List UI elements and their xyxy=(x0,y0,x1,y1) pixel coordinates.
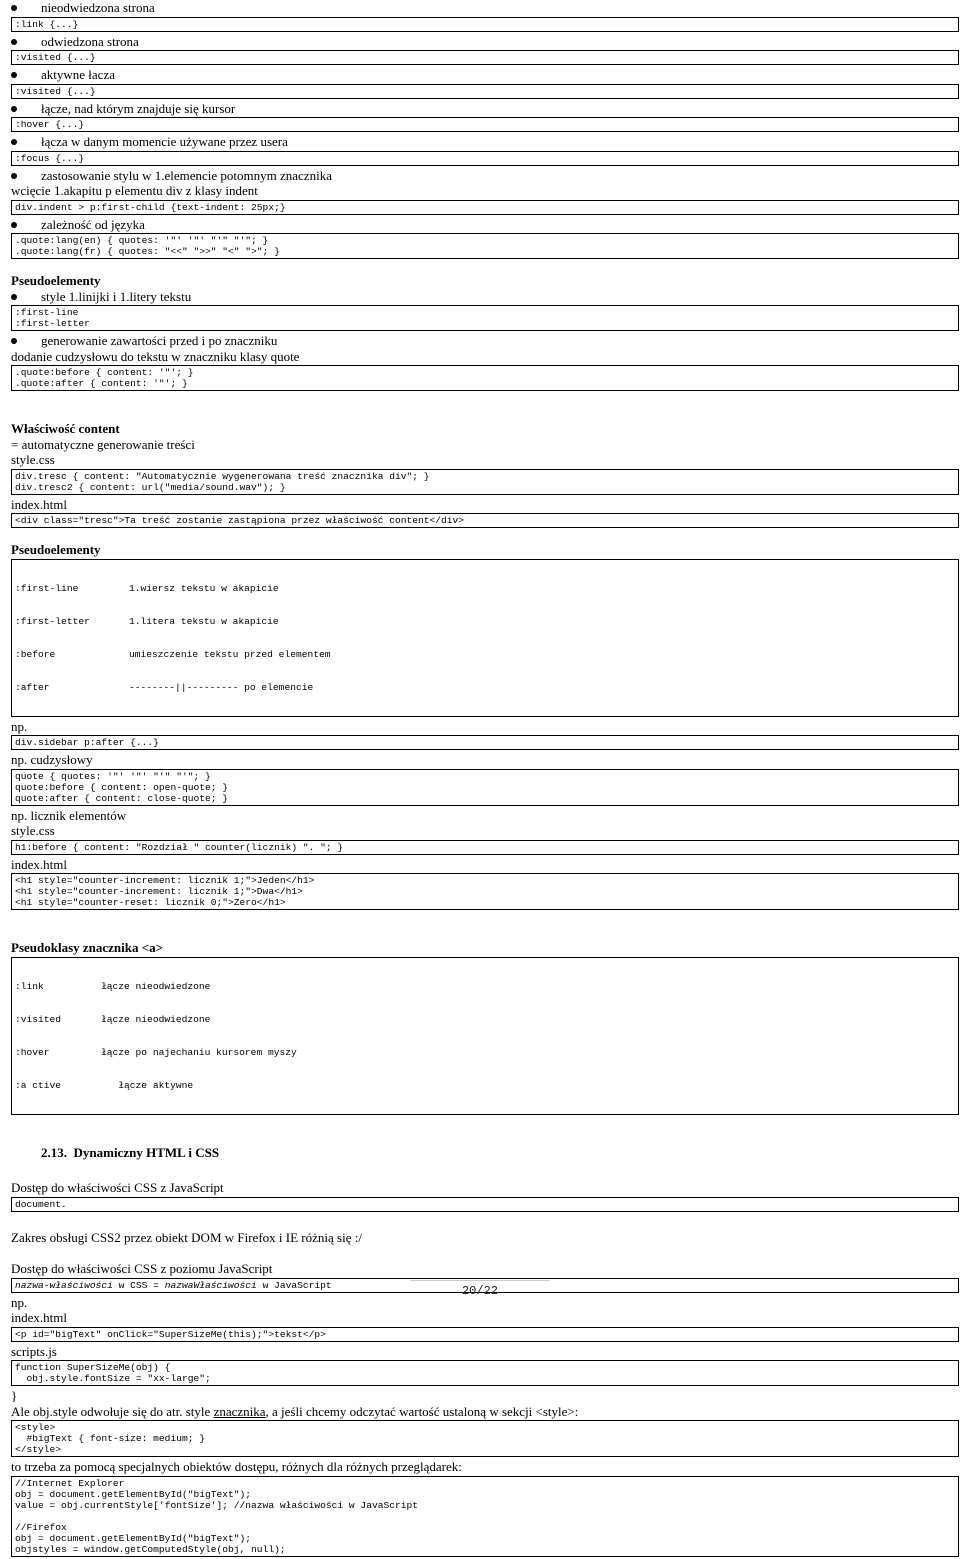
table-cell: łącze aktywne xyxy=(101,1079,194,1091)
pseudoelement-table xyxy=(11,559,959,717)
text-line: Dostęp do właściwości CSS z JavaScript xyxy=(11,1180,224,1195)
table-cell: 1.litera tekstu w akapicie xyxy=(129,615,279,627)
code-box xyxy=(11,365,959,391)
section-heading: Właściwość content xyxy=(11,421,120,436)
code-line: .quote:lang(en) { quotes: '"' '"' "'" "'"; } xyxy=(15,235,269,246)
section-heading: Pseudoelementy xyxy=(11,273,101,288)
code-box xyxy=(11,840,959,855)
code-line: <div class="tresc">Ta treść zostanie zastąpiona przez właściwość content</div> xyxy=(15,515,465,526)
table-row xyxy=(15,1047,955,1058)
code-line: .quote:lang(fr) { quotes: "<<" ">>" "<" ">"; } xyxy=(15,246,280,257)
table-row xyxy=(15,616,955,627)
code-text: w JavaScript xyxy=(256,1279,332,1291)
code-line: :visited {...} xyxy=(15,52,96,63)
code-line: <h1 style="counter-increment: licznik 1;">Jeden</h1> xyxy=(15,875,315,886)
code-box xyxy=(11,233,959,259)
code-box xyxy=(11,305,959,331)
text-line: np. xyxy=(11,718,28,734)
code-text: w CSS = xyxy=(112,1279,165,1291)
table-cell: :visited xyxy=(15,1013,62,1025)
code-line: div.sidebar p:after {...} xyxy=(15,737,159,748)
file-label: index.html xyxy=(11,856,67,872)
code-line: h1:before { content: "Rozdział " counter(licznik) ". "; } xyxy=(15,841,344,853)
code-line: <h1 style="counter-increment: licznik 1;">Dwa</h1> xyxy=(15,886,303,897)
footer-divider xyxy=(410,1280,550,1281)
code-box xyxy=(11,84,959,99)
table-cell: 1.wiersz tekstu w akapicie xyxy=(129,582,279,594)
code-box xyxy=(11,769,959,806)
code-line: //Firefox xyxy=(15,1521,67,1533)
code-line: objstyles = window.getComputedStyle(obj, null); xyxy=(15,1543,286,1555)
code-line: :first-line xyxy=(15,307,79,318)
bullet-item: odwiedzona strona xyxy=(0,34,959,50)
code-box xyxy=(11,1360,959,1386)
code-line: document. xyxy=(15,1198,67,1210)
table-row xyxy=(15,1080,955,1091)
text-line: Dostęp do właściwości CSS z poziomu JavaScript xyxy=(11,1261,273,1276)
file-label: index.html xyxy=(11,496,67,512)
code-box xyxy=(11,873,959,910)
file-label: scripts.js xyxy=(11,1343,57,1359)
text-line: np. xyxy=(11,1294,28,1310)
text-line: Zakres obsługi CSS2 przez obiekt DOM w Firefox i IE różnią się :/ xyxy=(11,1229,362,1245)
text-span: Ale obj.style odwołuje się do atr. style xyxy=(11,1403,214,1419)
code-line: div.tresc2 { content: url("media/sound.wav"); } xyxy=(15,481,286,493)
code-line: quote:after { content: close-quote; } xyxy=(15,792,229,804)
text-line: = automatyczne generowanie treści xyxy=(11,436,195,452)
table-row xyxy=(15,682,955,693)
code-line: </style> xyxy=(15,1444,62,1455)
table-cell: :link xyxy=(15,980,44,992)
code-line: <p id="bigText" onClick="SuperSizeMe(this);">tekst</p> xyxy=(15,1328,326,1340)
file-label: style.css xyxy=(11,823,55,838)
table-row xyxy=(15,649,955,660)
code-line: quote { quotes: '"' '"' "'" "'"; } xyxy=(15,770,211,782)
bullet-item: nieodwiedzona strona xyxy=(0,0,959,16)
section-heading: Pseudoklasy znacznika <a> xyxy=(11,940,164,955)
code-line: <h1 style="counter-reset: licznik 0;">Zero</h1> xyxy=(15,897,286,908)
code-line: div.indent > p:first-child {text-indent: 25px;} xyxy=(15,201,286,213)
table-cell: --------||--------- po elemencie xyxy=(129,681,314,693)
code-box xyxy=(11,1197,959,1212)
document-content xyxy=(11,0,959,1559)
file-label: style.css xyxy=(11,452,55,467)
table-row xyxy=(15,1014,955,1025)
table-cell: :before xyxy=(15,648,56,660)
code-line: :visited {...} xyxy=(15,85,96,97)
text-line: } xyxy=(11,1388,18,1403)
code-box xyxy=(11,469,959,495)
code-line: value = obj.currentStyle['fontSize']; //nazwa właściwości w JavaScript xyxy=(15,1499,419,1511)
code-box xyxy=(11,513,959,528)
table-cell: łącze po najechaniu kursorem myszy xyxy=(101,1046,297,1058)
bullet-item: łącze, nad którym znajduje się kursor xyxy=(0,101,959,117)
table-cell: łącze nieodwiedzone xyxy=(101,980,211,992)
table-cell: łącze nieodwiedzone xyxy=(101,1013,211,1025)
bullet-item: aktywne łacza xyxy=(0,67,959,83)
code-box xyxy=(11,200,959,215)
table-cell: :a ctive xyxy=(15,1079,62,1091)
code-line: :first-letter xyxy=(15,318,90,329)
code-italic: nazwa-właściwości xyxy=(15,1279,113,1291)
text-line: wcięcie 1.akapitu p elementu div z klasy indent xyxy=(11,183,258,198)
code-line: .quote:before { content: '"'; } xyxy=(15,367,194,378)
text-line: np. licznik elementów xyxy=(11,807,127,823)
code-line: #bigText { font-size: medium; } xyxy=(15,1433,205,1444)
text-line: np. cudzysłowy xyxy=(11,752,93,767)
code-box xyxy=(11,50,959,65)
bullet-item: style 1.linijki i 1.litery tekstu xyxy=(0,289,959,305)
table-cell: :after xyxy=(15,681,50,693)
text-line xyxy=(11,1404,959,1420)
text-line: dodanie cudzysłowu do tekstu w znaczniku klasy quote xyxy=(11,348,300,364)
code-line: <style> xyxy=(15,1422,56,1433)
table-cell: :first-letter xyxy=(15,615,90,627)
underlined-word: znacznika xyxy=(213,1403,266,1419)
code-box xyxy=(11,1327,959,1342)
code-line: //Internet Explorer xyxy=(15,1477,125,1489)
code-italic: nazwaWłaściwości xyxy=(164,1279,257,1291)
section-heading: Pseudoelementy xyxy=(11,542,101,557)
code-line: div.tresc { content: "Automatycznie wygenerowana treść znacznika div"; } xyxy=(15,470,430,482)
table-cell: umieszczenie tekstu przed elementem xyxy=(129,648,331,660)
file-label: index.html xyxy=(11,1310,67,1325)
code-line: :focus {...} xyxy=(15,152,85,164)
code-box xyxy=(11,735,959,750)
table-cell: :first-line xyxy=(15,582,79,594)
table-cell: :hover xyxy=(15,1046,50,1058)
code-box xyxy=(11,1476,959,1557)
code-line: :hover {...} xyxy=(15,119,85,130)
page-number: 20/22 xyxy=(461,1284,498,1298)
code-box xyxy=(11,1420,959,1457)
bullet-item: łącza w danym momencie używane przez usera xyxy=(0,134,959,150)
pseudoclass-table xyxy=(11,957,959,1115)
table-row xyxy=(15,981,955,992)
code-line: obj.style.fontSize = "xx-large"; xyxy=(15,1373,211,1384)
code-line: obj = document.getElementById("bigText"); xyxy=(15,1488,252,1500)
bullet-item: zależność od języka xyxy=(0,217,959,233)
text-span: , a jeśli chcemy odczytać wartość ustaloną w sekcji <style>: xyxy=(265,1403,579,1419)
table-row xyxy=(15,583,955,594)
code-line: :link {...} xyxy=(15,18,79,30)
bullet-item: generowanie zawartości przed i po znaczniku xyxy=(0,333,959,349)
code-line: function SuperSizeMe(obj) { xyxy=(15,1362,171,1373)
code-box xyxy=(11,117,959,132)
code-line: obj = document.getElementById("bigText"); xyxy=(15,1532,252,1544)
code-box xyxy=(11,17,959,32)
code-line: quote:before { content: open-quote; } xyxy=(15,781,229,793)
code-line xyxy=(15,1511,955,1522)
text-line: to trzeba za pomocą specjalnych obiektów dostępu, różnych dla różnych przeglądarek: xyxy=(11,1459,462,1474)
code-line: .quote:after { content: '"'; } xyxy=(15,378,188,389)
chapter-heading: 2.13. Dynamiczny HTML i CSS xyxy=(41,1144,220,1160)
bullet-item: zastosowanie stylu w 1.elemencie potomnym znacznika xyxy=(0,168,959,184)
code-box xyxy=(11,151,959,166)
